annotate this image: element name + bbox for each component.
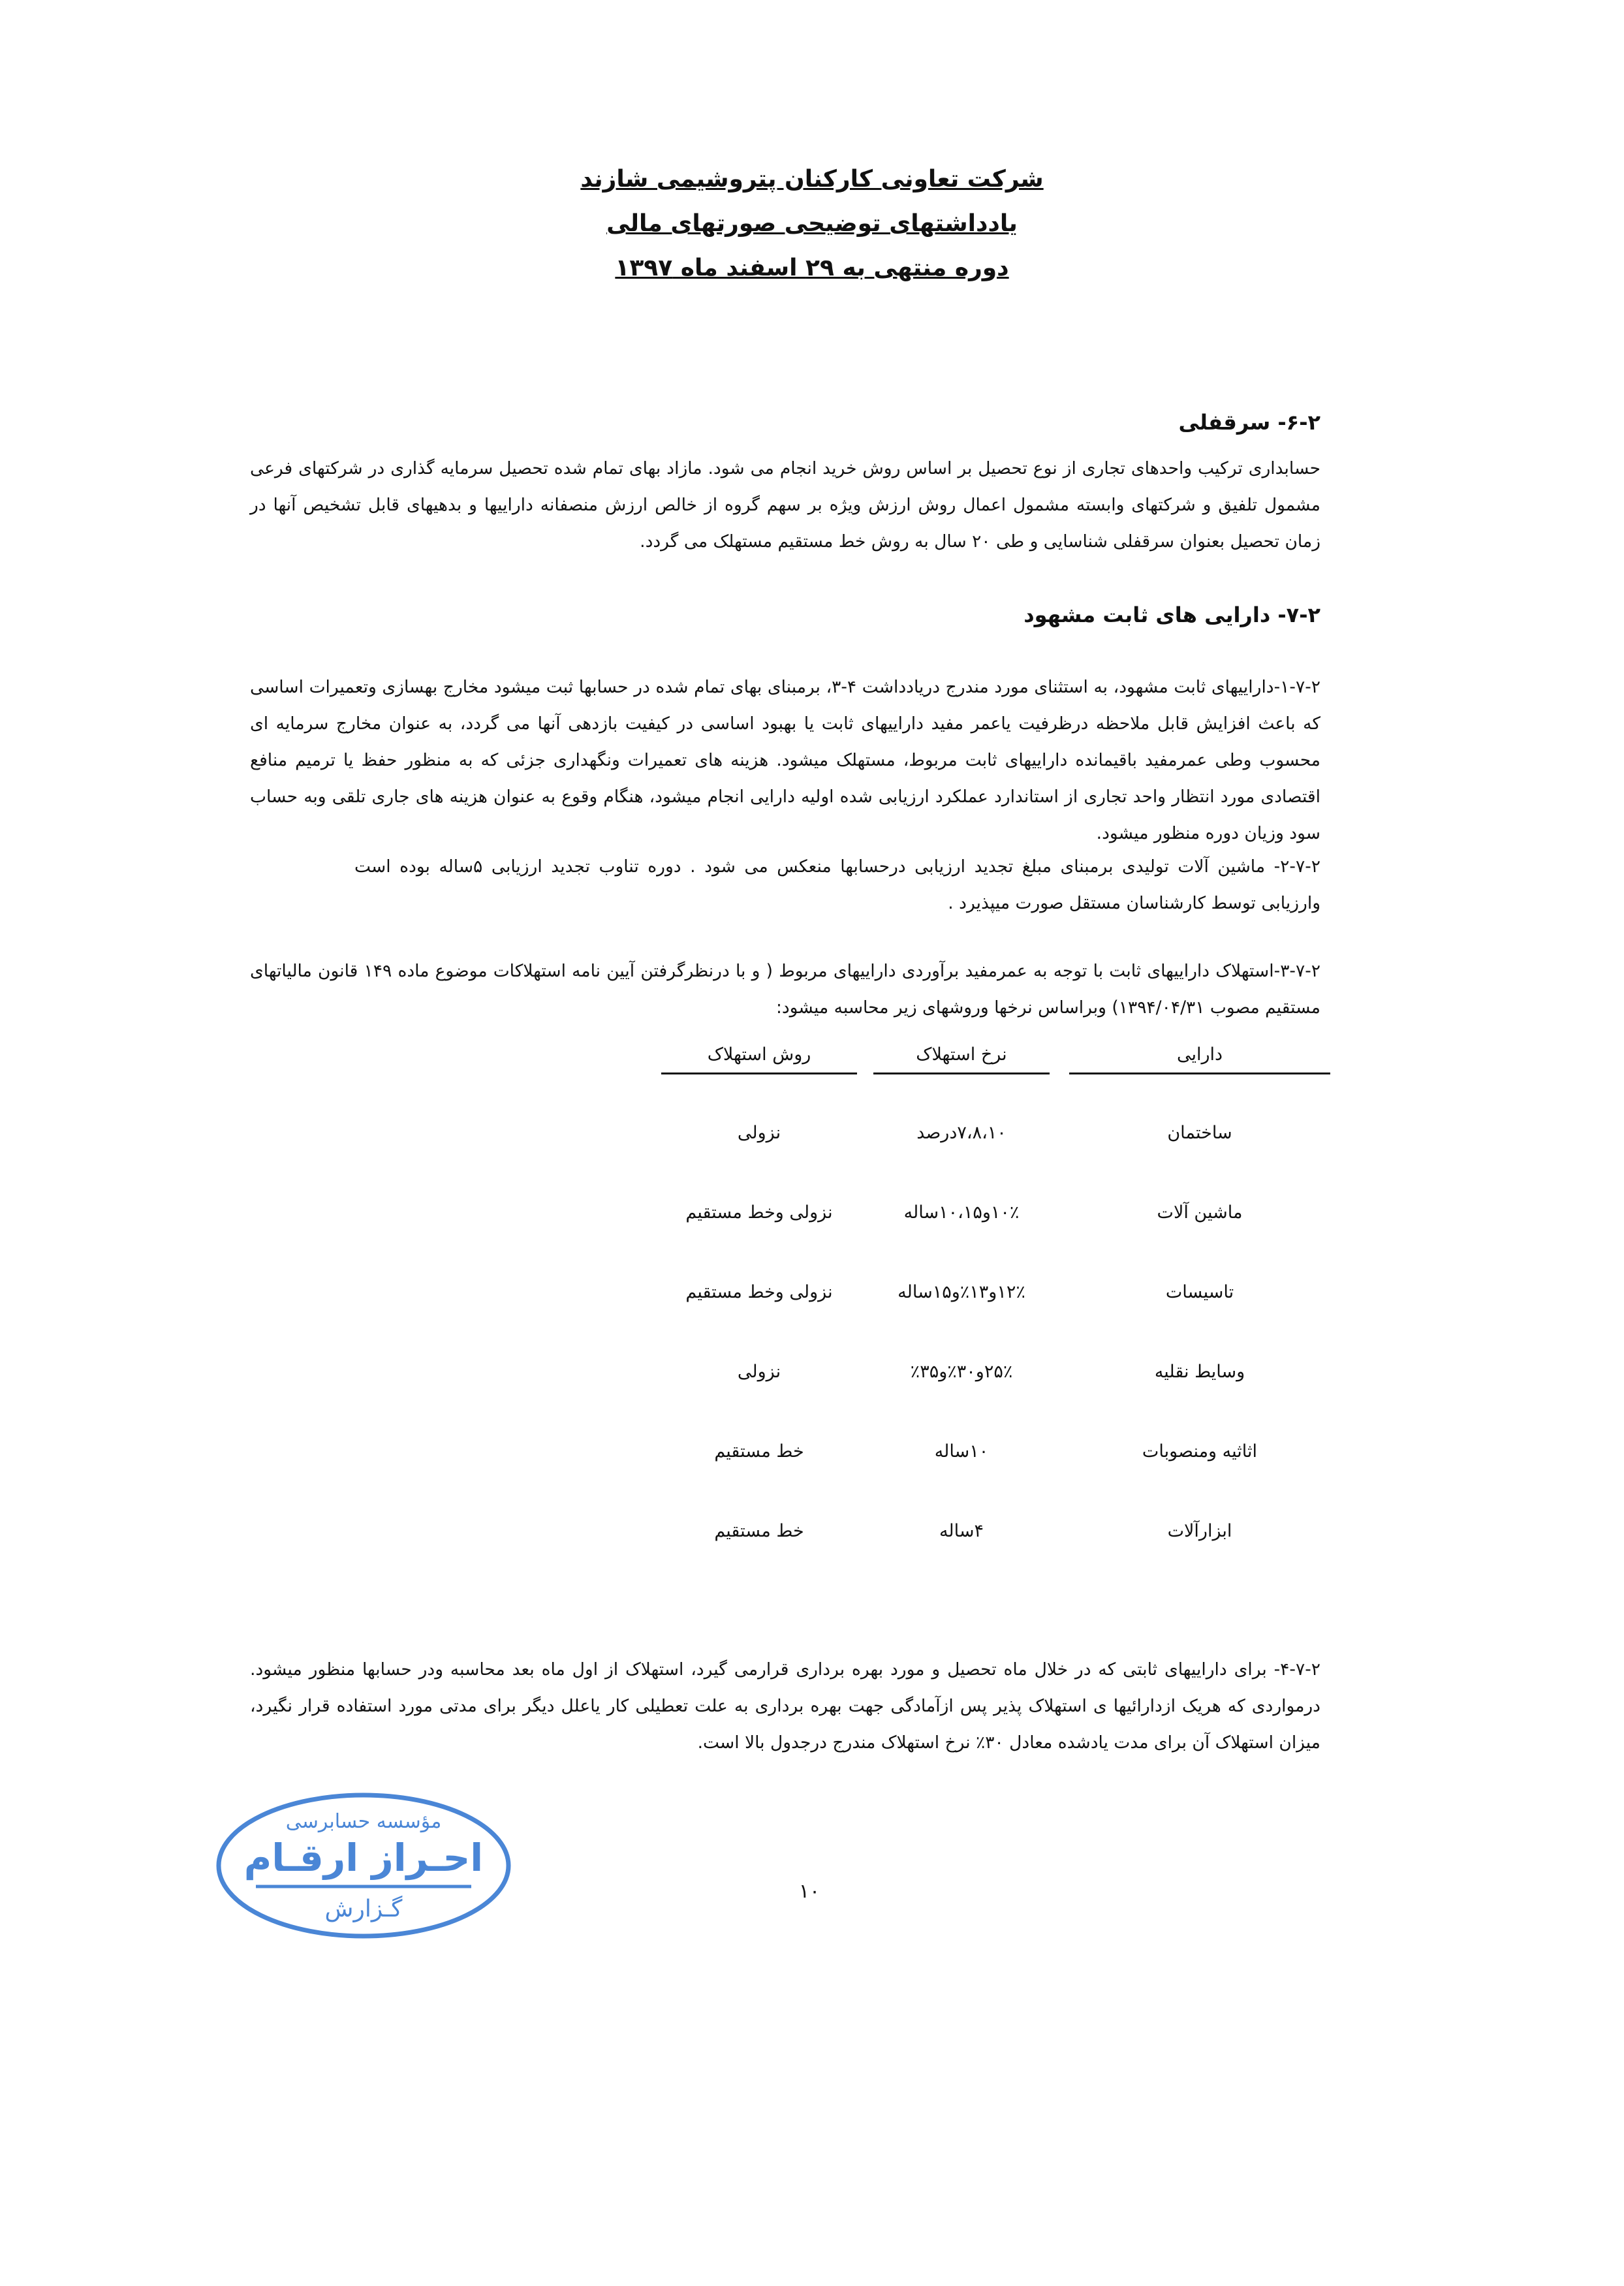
method-cell: نزولی xyxy=(737,1123,781,1143)
stamp-middle-text: احـراز ارقـام xyxy=(243,1836,484,1880)
header-rate: نرخ استهلاک xyxy=(873,1044,1050,1074)
method-cell: نزولی وخط مستقیم xyxy=(685,1282,833,1302)
asset-cell: اثاثیه ومنصوبات xyxy=(1142,1441,1258,1462)
page-number: ۱۰ xyxy=(798,1880,820,1903)
rate-cell: ۴ساله xyxy=(939,1521,984,1541)
rate-cell: ۷،۸،۱۰درصد xyxy=(916,1123,1007,1143)
rate-cell: ۲۵٪و۳۰٪و۳۵٪ xyxy=(910,1362,1013,1382)
header-asset: دارایی xyxy=(1069,1044,1330,1074)
auditor-stamp xyxy=(210,1787,517,1944)
method-cell: خط مستقیم xyxy=(714,1441,804,1462)
asset-cell: وسایط نقلیه xyxy=(1154,1362,1245,1382)
title-block xyxy=(0,163,1624,296)
table-row xyxy=(371,1441,1330,1521)
fixed-assets-heading: ۷-۲- دارایی های ثابت مشهود xyxy=(1023,603,1320,627)
stamp-bottom-text: گـزارش xyxy=(324,1896,403,1922)
depreciation-table xyxy=(371,1044,1330,1601)
fixed-assets-paragraph-1: ۱-۷-۲-داراییهای ثابت مشهود، به استثنای مورد مندرج دریادداشت ۴-۳، برمبنای بهای تمام شده در حسابها ثبت میشود مخارج بهسازی وتعمیرات اساسی که باعث افزایش قابل ملاحظه درظرفیت یاعمر مفید داراییهای ثابت یا بهبود اساسی در کیفیت بازدهی آنها می گردد، به عنوان مخارج سرمایه ای محسوب وطی عمرمفید باقیمانده داراییهای ثابت مربوط، مستهلک میشود. هزینه های تعمیرات ونگهداری جزئی که به منظور حفظ یا ترمیم منافع اقتصادی مورد انتظار واحد تجاری از استاندارد عملکرد ارزیابی شده اولیه دارایی انجام میشود، هنگام وقوع به عنوان هزینه های جاری تلقی وبه حساب سود وزیان دوره منظور میشود. xyxy=(250,677,1320,843)
header-method: روش استهلاک xyxy=(661,1044,857,1074)
asset-cell: ابزارآلات xyxy=(1167,1521,1232,1541)
fixed-assets-paragraph-4: ۴-۷-۲- برای داراییهای ثابتی که در خلال ماه تحصیل و مورد بهره برداری قرارمی گیرد، استهلاک از اول ماه بعد محاسبه ودر حسابها منظور میشود. درمواردی که هریک ازدارائیها ی استهلاک پذیر پس ازآمادگی جهت بهره برداری به علت تعطیلی کار یاعلل دیگر برای مدتی مورد استفاده قرار نگیرد، میزان استهلاک آن برای مدت یادشده معادل ۳۰٪ نرخ استهلاک مندرج درجدول بالا است. xyxy=(250,1659,1320,1753)
goodwill-heading: ۶-۲- سرقفلی xyxy=(1178,410,1320,435)
table-row xyxy=(371,1202,1330,1282)
asset-cell: ماشین آلات xyxy=(1157,1202,1243,1223)
fixed-assets-paragraph-3: ۳-۷-۲-استهلاک داراییهای ثابت با توجه به عمرمفید برآوردی داراییهای مربوط ( و با درنظرگرفتن آیین نامه استهلاکات موضوع ماده ۱۴۹ قانون مالیاتهای مستقیم مصوب ۱۳۹۴/۰۴/۳۱) وبراساس نرخها وروشهای زیر محاسبه میشود: xyxy=(250,961,1321,1018)
table-row xyxy=(371,1521,1330,1601)
notes-subtitle: یادداشتهای توضیحی صورتهای مالی xyxy=(606,210,1018,237)
table-row xyxy=(371,1362,1330,1441)
stamp-top-text: مؤسسه حسابرسی xyxy=(285,1810,442,1833)
goodwill-paragraph: حسابداری ترکیب واحدهای تجاری از نوع تحصیل بر اساس روش خرید انجام می شود. مازاد بهای تمام شده تحصیل سرمایه گذاری در شرکتهای فرعی مشمول تلفیق و شرکتهای وابسته مشمول اعمال روش ارزش ویژه بر سهم گروه از خالص ارزش منصفانه داراییها و بدهیهای قابل تشخیص آنها در زمان تحصیل بعنوان سرقفلی شناسایی و طی ۲۰ سال به روش خط مستقیم مستهلک می گردد. xyxy=(250,458,1320,552)
asset-cell: ساختمان xyxy=(1167,1123,1232,1143)
rate-cell: ۱۰٪و۱۰،۱۵ساله xyxy=(903,1202,1020,1223)
method-cell: نزولی وخط مستقیم xyxy=(685,1202,833,1223)
company-title: شرکت تعاونی کارکنان پتروشیمی شازند xyxy=(580,166,1044,193)
fixed-assets-paragraph-2: ۲-۷-۲- ماشین آلات تولیدی برمبنای مبلغ تجدید ارزیابی درحسابها منعکس می شود . دوره تناوب تجدید ارزیابی ۵ساله بوده است وارزیابی توسط کارشناسان مستقل صورت میپذیرد . xyxy=(354,856,1320,913)
asset-cell: تاسیسات xyxy=(1165,1282,1234,1302)
table-row xyxy=(371,1282,1330,1362)
rate-cell: ۱۰ساله xyxy=(934,1441,989,1462)
period-title: دوره منتهی به ۲۹ اسفند ماه ۱۳۹۷ xyxy=(615,255,1009,281)
method-cell: خط مستقیم xyxy=(714,1521,804,1541)
rate-cell: ۱۲٪و۱۳٪و۱۵ساله xyxy=(898,1282,1025,1302)
table-header xyxy=(371,1044,1330,1090)
method-cell: نزولی xyxy=(737,1362,781,1382)
table-row xyxy=(371,1123,1330,1202)
